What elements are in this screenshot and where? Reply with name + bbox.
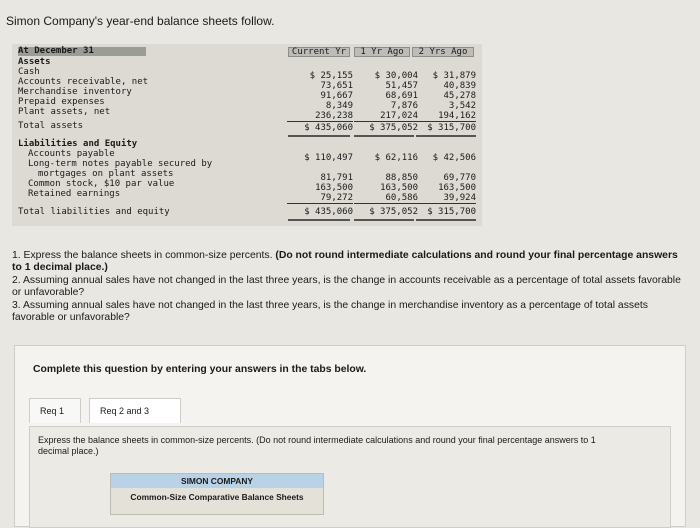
- cell: 81,791: [320, 173, 353, 183]
- cell: $ 62,116: [374, 153, 418, 163]
- tab-req-2-and-3[interactable]: Req 2 and 3: [89, 398, 181, 423]
- cell: 51,457: [385, 81, 418, 91]
- statement-title: Common-Size Comparative Balance Sheets: [130, 492, 304, 502]
- double-rule: [288, 135, 350, 137]
- question-panel: [14, 345, 686, 527]
- cell: 91,667: [320, 91, 353, 101]
- cell: 45,278: [443, 91, 476, 101]
- balance-sheet-image: [12, 44, 482, 226]
- tab-bar: [29, 398, 669, 422]
- row-label: Cash: [18, 67, 40, 77]
- req-panel: [29, 426, 671, 528]
- cell: $ 31,879: [432, 71, 476, 81]
- cell: 79,272: [287, 194, 353, 204]
- cell: 73,651: [320, 81, 353, 91]
- question-3: 3. Assuming annual sales have not changed in the last three years, is the change in merchandise inventory as a percentage of total assets favorable or unfavorable?: [12, 299, 648, 324]
- cell: 7,876: [390, 101, 418, 111]
- cell: 163,500: [380, 183, 418, 193]
- cell: 194,162: [416, 112, 476, 122]
- row-label: Assets: [18, 57, 51, 67]
- cell: 39,924: [416, 194, 476, 204]
- cell: 68,691: [385, 91, 418, 101]
- statement-header: [110, 473, 324, 515]
- cell: 217,024: [354, 112, 418, 122]
- cell: 236,238: [287, 112, 353, 122]
- row-label: Long-term notes payable secured by: [28, 159, 213, 169]
- row-label: Merchandise inventory: [18, 87, 132, 97]
- double-rule: [416, 135, 476, 137]
- cell: 8,349: [325, 101, 353, 111]
- cell: 3,542: [448, 101, 476, 111]
- row-label: Common stock, $10 par value: [28, 179, 175, 189]
- row-label: Accounts payable: [28, 149, 115, 159]
- company-name: SIMON COMPANY: [111, 474, 323, 488]
- row-label: Plant assets, net: [18, 107, 111, 117]
- cell: $ 435,060: [304, 207, 353, 217]
- row-label: mortgages on plant assets: [38, 169, 174, 179]
- cell: 69,770: [443, 173, 476, 183]
- row-label: Accounts receivable, net: [18, 77, 149, 87]
- question-1-note: (Do not round intermediate calculations and round your final percentage answers to 1 decimal place.): [12, 250, 678, 274]
- cell: $ 110,497: [304, 153, 353, 163]
- cell: 88,850: [385, 173, 418, 183]
- cell: $ 30,004: [374, 71, 418, 81]
- cell: $ 375,052: [369, 123, 418, 133]
- header-label: At December 31: [18, 46, 94, 56]
- tab-req-1[interactable]: Req 1: [29, 398, 81, 423]
- row-label: Liabilities and Equity: [18, 139, 138, 149]
- cell: 163,500: [438, 183, 476, 193]
- double-rule: [354, 219, 414, 221]
- double-rule: [354, 135, 414, 137]
- question-2: 2. Assuming annual sales have not changed in the last three years, is the change in accounts receivable as a percentage of total assets favorable or unfavorable?: [12, 274, 681, 299]
- col-header-1yr: 1 Yr Ago: [354, 47, 410, 57]
- cell: $ 25,155: [309, 71, 353, 81]
- double-rule: [416, 219, 476, 221]
- question-1: [12, 250, 684, 275]
- cell: $ 315,700: [427, 207, 476, 217]
- col-header-current: Current Yr: [288, 47, 350, 57]
- cell: 163,500: [315, 183, 353, 193]
- cell: $ 435,060: [304, 123, 353, 133]
- intro-text: Simon Company's year-end balance sheets follow.: [6, 14, 275, 28]
- req-instruction: Express the balance sheets in common-size percents. (Do not round intermediate calculations and round your final percentage answers to 1 decimal place.): [38, 435, 596, 456]
- cell: $ 315,700: [427, 123, 476, 133]
- row-label: Total assets: [18, 121, 84, 131]
- cell: 40,839: [443, 81, 476, 91]
- col-header-2yr: 2 Yrs Ago: [412, 47, 474, 57]
- double-rule: [288, 219, 350, 221]
- questions: [12, 250, 684, 324]
- panel-instruction: Complete this question by entering your answers in the tabs below.: [33, 364, 367, 375]
- cell: $ 42,506: [432, 153, 476, 163]
- row-label: Retained earnings: [28, 189, 121, 199]
- cell: $ 375,052: [369, 207, 418, 217]
- row-label: Prepaid expenses: [18, 97, 105, 107]
- cell: 60,586: [354, 194, 418, 204]
- row-label: Total liabilities and equity: [18, 207, 170, 217]
- question-1-text: 1. Express the balance sheets in common-size percents.: [12, 250, 276, 261]
